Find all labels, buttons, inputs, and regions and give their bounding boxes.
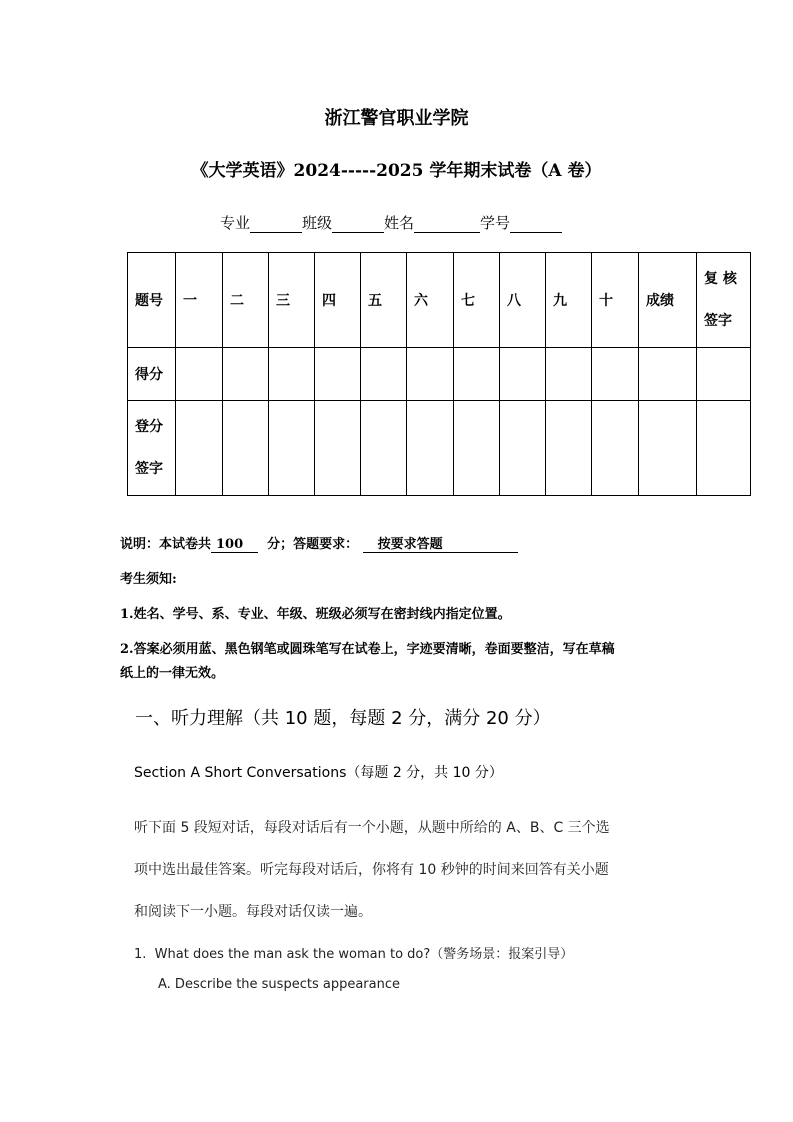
table-row-signature — [128, 401, 751, 496]
table-cell: 九 — [546, 253, 592, 348]
table-cell: 得分 — [128, 348, 176, 401]
table-cell: 八 — [500, 253, 546, 348]
field-id: 学号 — [480, 214, 511, 232]
table-cell: 成绩 — [639, 253, 697, 348]
class-blank[interactable] — [332, 216, 384, 233]
table-cell: 题号 — [128, 253, 176, 348]
option-a: A. Describe the suspects appearance — [158, 977, 400, 992]
major-blank[interactable] — [250, 216, 302, 233]
table-cell: 十 — [592, 253, 639, 348]
notice-1: 1.姓名、学号、系、专业、年级、班级必须写在密封线内指定位置。 — [120, 607, 511, 622]
table-cell: 七 — [454, 253, 500, 348]
exam-title: 《大学英语》2024-----2025 学年期末试卷（A 卷） — [191, 161, 602, 181]
question-1 — [134, 943, 573, 962]
student-info — [220, 212, 562, 233]
section-heading: 一、听力理解（共 10 题，每题 2 分，满分 20 分） — [135, 708, 551, 729]
question-number: 1. — [134, 947, 147, 962]
table-cell: 登分 签字 — [128, 401, 176, 496]
name-blank[interactable] — [414, 216, 480, 233]
question-text: What does the man ask the woman to do?（警务场景：报案引导） — [154, 947, 574, 962]
instruction-line: 和阅读下一小题。每段对话仅读一遍。 — [134, 904, 372, 920]
table-row-score — [128, 348, 751, 401]
field-name: 姓名 — [384, 214, 415, 232]
notice-2: 2.答案必须用蓝、黑色钢笔或圆珠笔写在试卷上，字迹要清晰，卷面要整洁，写在草稿 — [120, 642, 615, 657]
instruction-line: 听下面 5 段短对话，每段对话后有一个小题，从题中所给的 A、B、C 三个选 — [134, 820, 610, 836]
notice-2-cont: 纸上的一律无效。 — [120, 666, 225, 681]
exam-explanation — [120, 533, 518, 553]
id-blank[interactable] — [510, 216, 562, 233]
table-row-header — [128, 253, 751, 348]
school-name: 浙江警官职业学院 — [324, 108, 469, 129]
field-major: 专业 — [220, 214, 251, 232]
instruction-line: 项中选出最佳答案。听完每段对话后，你将有 10 秒钟的时间来回答有关小题 — [134, 862, 609, 878]
table-cell: 一 — [176, 253, 223, 348]
total-score: 100 — [211, 537, 258, 553]
explanation-prefix: 说明：本试卷共 — [120, 537, 212, 552]
table-cell: 二 — [223, 253, 269, 348]
table-cell: 六 — [407, 253, 454, 348]
notice-title: 考生须知: — [120, 572, 177, 587]
requirement: 按要求答题 — [363, 533, 518, 553]
table-cell: 三 — [269, 253, 315, 348]
table-cell: 复 核 签字 — [697, 253, 751, 348]
table-cell: 五 — [361, 253, 407, 348]
table-cell: 四 — [315, 253, 361, 348]
explanation-mid: 分；答题要求： — [267, 537, 359, 552]
score-table — [127, 252, 751, 496]
field-class: 班级 — [302, 214, 333, 232]
section-a-heading: Section A Short Conversations（每题 2 分，共 10 分） — [134, 765, 503, 781]
